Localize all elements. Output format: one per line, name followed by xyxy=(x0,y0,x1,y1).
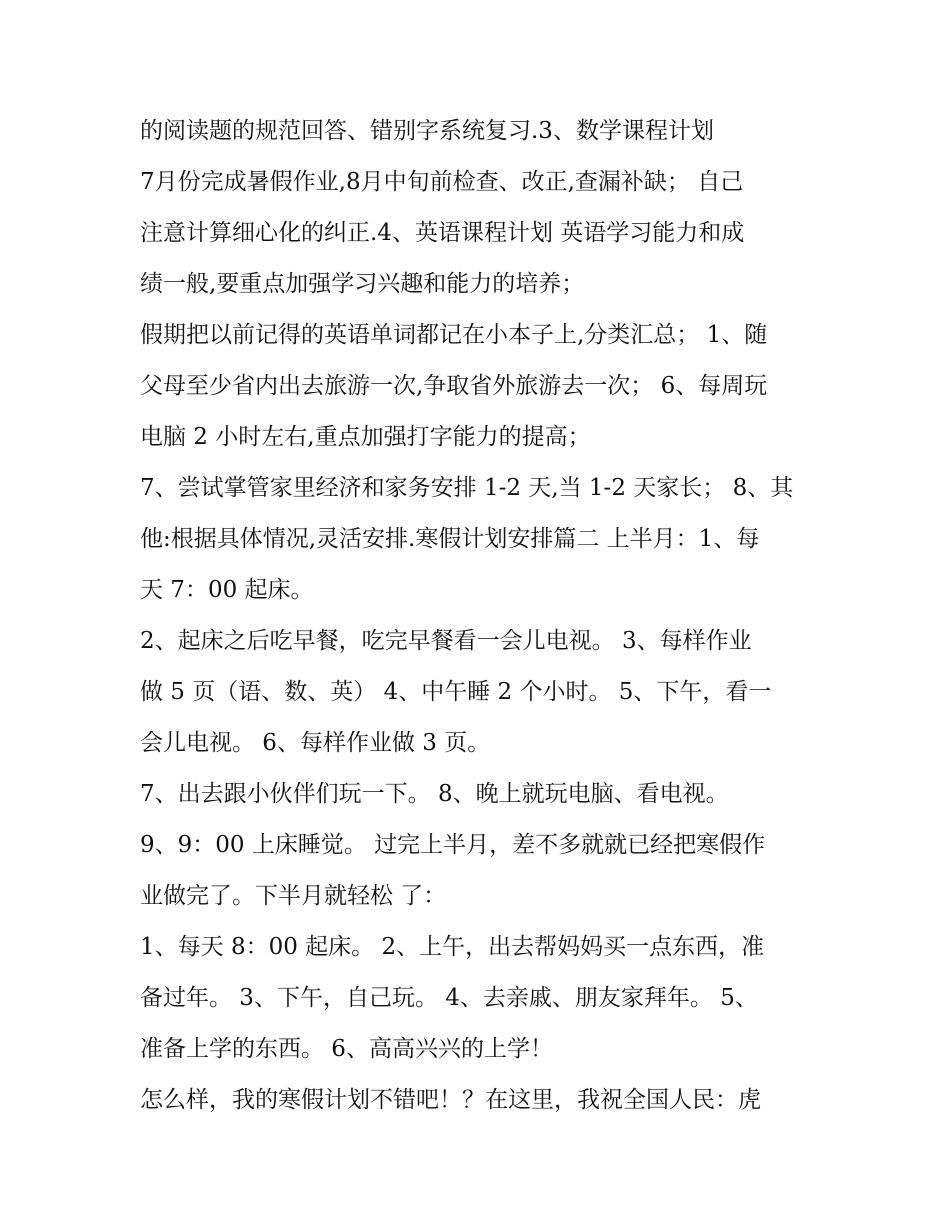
text-line: 业做完了。下半月就轻松 了： xyxy=(140,883,447,909)
text-line: 的阅读题的规范回答、错别字系统复习.3、数学课程计划 xyxy=(140,118,714,144)
text-line: 准备上学的东西。 6、高高兴兴的上学！ xyxy=(140,1036,553,1062)
text-line: 7月份完成暑假作业,8月中旬前检查、改正,查漏补缺； 自己 xyxy=(140,169,744,195)
text-line: 会儿电视。 6、每样作业做 3 页。 xyxy=(140,730,491,756)
text-line: 备过年。 3、下午，自己玩。 4、去亲戚、朋友家拜年。 5、 xyxy=(140,985,758,1011)
text-line: 2、起床之后吃早餐，吃完早餐看一会儿电视。 3、每样作业 xyxy=(140,628,752,654)
text-line: 怎么样，我的寒假计划不错吧！？在这里，我祝全国人民：虎 xyxy=(140,1087,761,1113)
text-line: 9、9：00 上床睡觉。 过完上半月，差不多就就已经把寒假作 xyxy=(140,832,766,858)
document-body xyxy=(140,106,820,1126)
text-line: 绩一般,要重点加强学习兴趣和能力的培养； xyxy=(140,271,585,297)
text-line: 7、出去跟小伙伴们玩一下。 8、晚上就玩电脑、看电视。 xyxy=(140,781,729,807)
text-line: 注意计算细心化的纠正.4、英语课程计划 英语学习能力和成 xyxy=(140,220,745,246)
text-line: 父母至少省内出去旅游一次,争取省外旅游去一次； 6、每周玩 xyxy=(140,373,768,399)
text-line: 做 5 页（语、数、英） 4、中午睡 2 个小时。 5、下午，看一 xyxy=(140,679,772,705)
text-line: 1、每天 8：00 起床。 2、上午，出去帮妈妈买一点东西，准 xyxy=(140,934,765,960)
text-line: 他:根据具体情况,灵活安排.寒假计划安排篇二 上半月：1、每 xyxy=(140,526,760,552)
text-line: 天 7：00 起床。 xyxy=(140,577,314,603)
text-line: 电脑 2 小时左右,重点加强打字能力的提高； xyxy=(140,424,591,450)
text-line: 7、尝试掌管家里经济和家务安排 1-2 天,当 1-2 天家长； 8、其 xyxy=(140,475,794,501)
text-line: 假期把以前记得的英语单词都记在小本子上,分类汇总； 1、随 xyxy=(140,322,768,348)
